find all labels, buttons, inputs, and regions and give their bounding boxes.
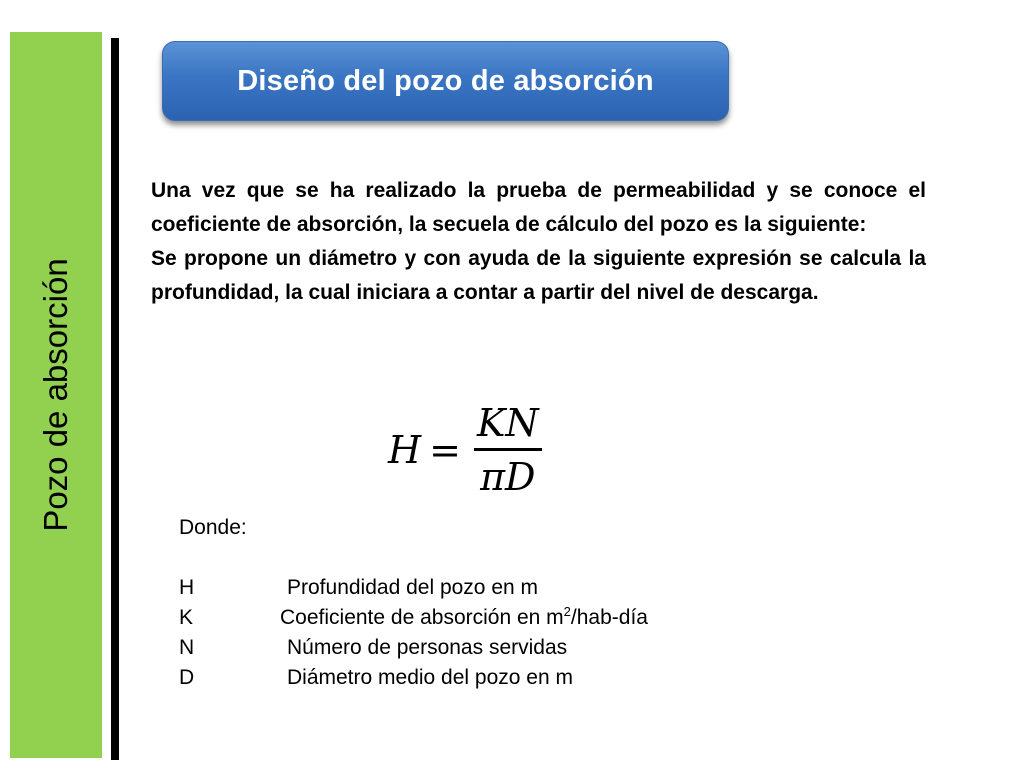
legend-symbol: K (179, 606, 194, 629)
formula-fraction (471, 402, 545, 499)
depth-formula (388, 395, 545, 505)
legend-row-d (179, 663, 573, 693)
legend-heading: Donde: (179, 516, 247, 539)
header-banner (162, 41, 729, 121)
sidebar-title: Pozo de absorción (37, 258, 74, 532)
legend-row-n (179, 633, 568, 663)
legend-symbol: D (179, 666, 195, 689)
legend-description-suffix: /hab-día (570, 606, 648, 629)
legend-symbol: N (179, 636, 195, 659)
body-paragraph-2: Se propone un diámetro y con ayuda de la siguiente expresión se calcula la profundidad, la cual iniciara a contar a partir del nivel de descarga. (151, 247, 926, 304)
legend-symbol: H (179, 576, 195, 599)
legend-superscript: 2 (563, 604, 571, 619)
body-paragraph-1: Una vez que se ha realizado la prueba de permeabilidad y se conoce el coeficiente de absorción, la secuela de cálculo del pozo es la siguiente: (151, 179, 926, 236)
body-text (151, 174, 926, 310)
legend-description: Número de personas servidas (287, 636, 568, 659)
variable-legend (179, 513, 648, 693)
legend-description-text: Coeficiente de absorción en m (280, 606, 564, 629)
legend-row-k (179, 603, 648, 633)
vertical-divider (111, 38, 119, 760)
page-title: Diseño del pozo de absorción (237, 64, 654, 97)
formula-denominator: πD (480, 454, 536, 499)
formula-numerator: KN (476, 400, 539, 445)
legend-description: Diámetro medio del pozo en m (287, 666, 573, 689)
legend-row-h (179, 573, 539, 603)
legend-spacer (179, 543, 247, 573)
legend-description (280, 603, 648, 633)
formula-lhs: H (388, 428, 422, 472)
legend-description: Profundidad del pozo en m (287, 576, 539, 599)
formula-equals: = (429, 428, 461, 472)
